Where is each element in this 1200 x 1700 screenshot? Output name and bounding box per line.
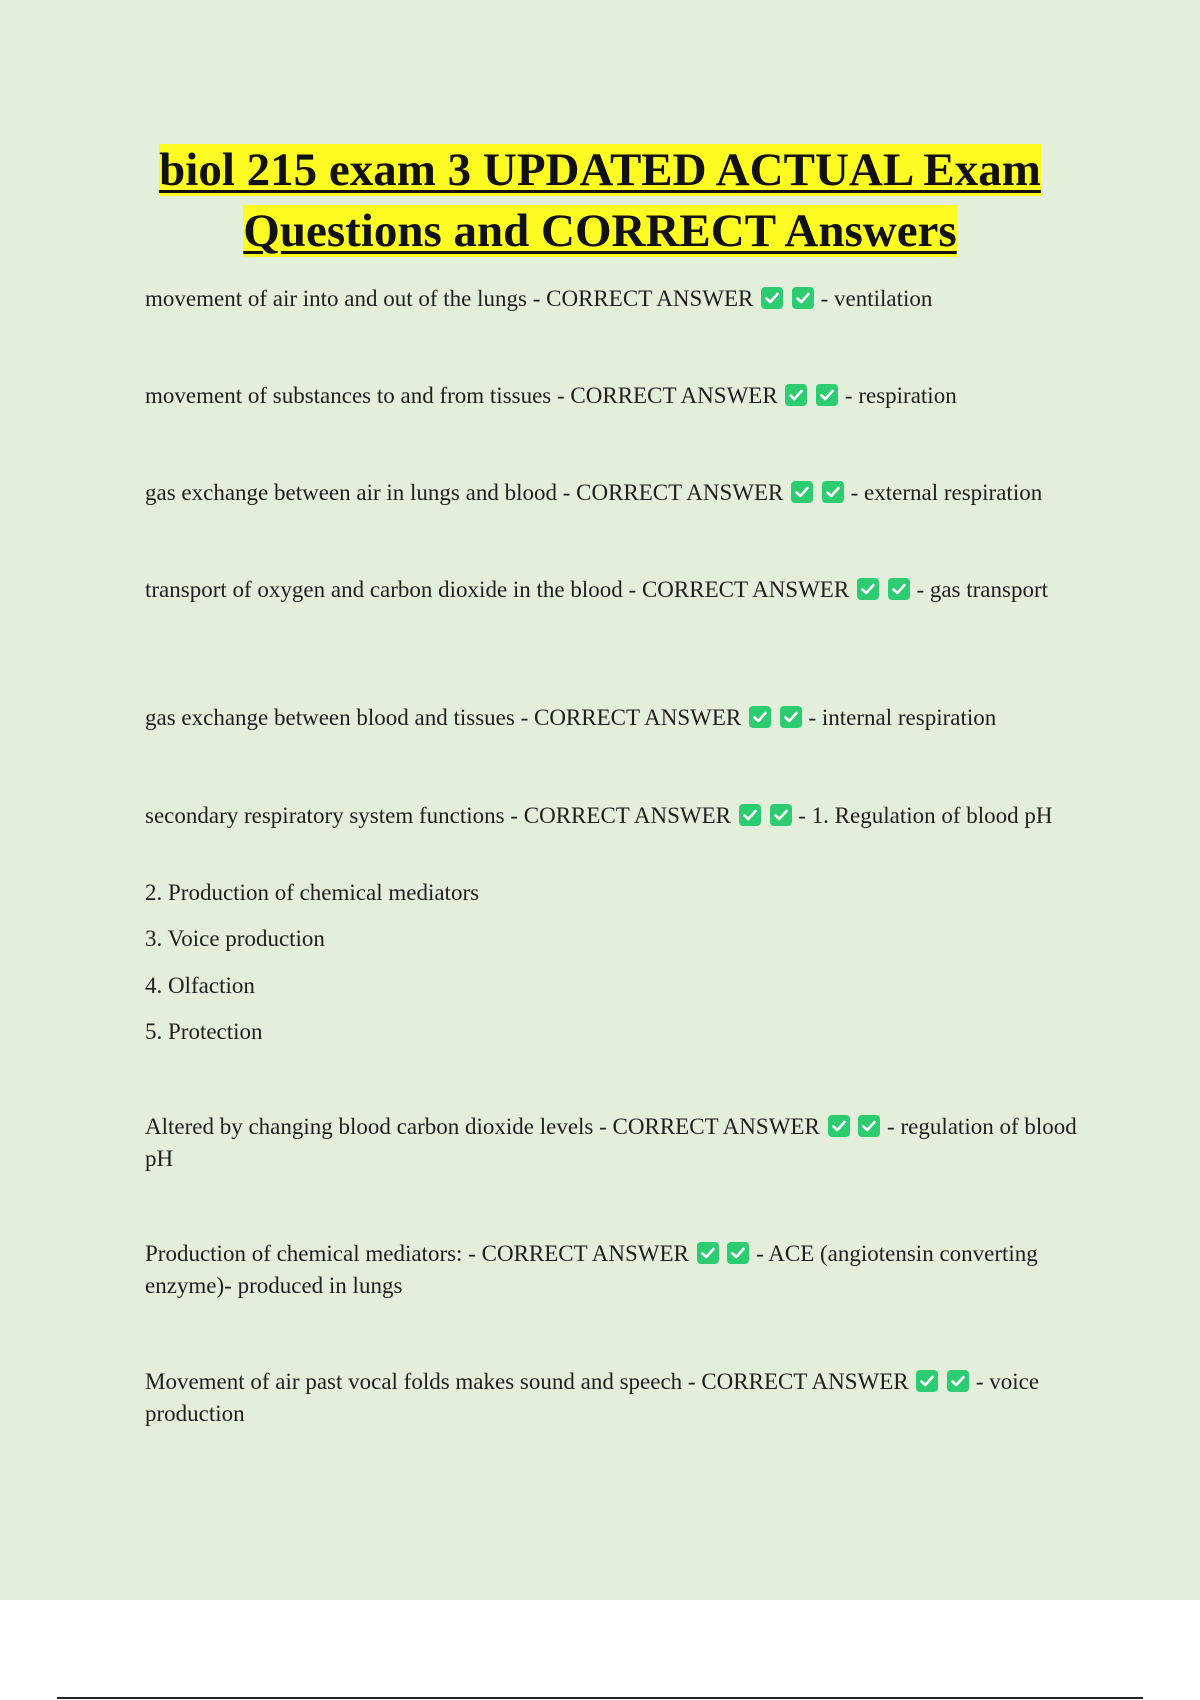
checkbox-icon — [749, 706, 771, 728]
qa-item — [145, 800, 1085, 832]
list-item: 2. Production of chemical mediators — [145, 880, 480, 905]
qa-item — [145, 380, 1085, 412]
checkbox-icon — [858, 1115, 880, 1137]
qa-item — [145, 477, 1085, 509]
checkbox-icon — [857, 578, 879, 600]
checkbox-icon — [947, 1370, 969, 1392]
answer-marker: - CORRECT ANSWER — [562, 480, 784, 505]
qa-item — [145, 283, 1085, 315]
question-text: gas exchange between air in lungs and blood — [145, 480, 557, 505]
footer-divider — [57, 1697, 1143, 1699]
list-item: 5. Protection — [145, 1019, 263, 1044]
title-line-2: Questions and CORRECT Answers — [243, 205, 957, 257]
question-text: transport of oxygen and carbon dioxide in the blood — [145, 577, 623, 602]
question-text: Altered by changing blood carbon dioxide levels — [145, 1114, 594, 1139]
answer-marker: - CORRECT ANSWER — [599, 1114, 820, 1139]
checkbox-icon — [739, 804, 761, 826]
answer-text: - respiration — [844, 383, 957, 408]
list-item: 3. Voice production — [145, 926, 325, 951]
checkbox-icon — [791, 481, 813, 503]
answer-marker: - CORRECT ANSWER — [687, 1369, 909, 1394]
question-text: gas exchange between blood and tissues — [145, 705, 515, 730]
checkbox-icon — [697, 1242, 719, 1264]
question-text: secondary respiratory system functions — [145, 803, 505, 828]
answer-text: - ventilation — [820, 286, 933, 311]
answer-marker: - CORRECT ANSWER — [468, 1241, 689, 1266]
answer-text: - internal respiration — [808, 705, 997, 730]
checkbox-icon — [780, 706, 802, 728]
answer-text: - voice production — [145, 1369, 1040, 1426]
qa-item — [145, 574, 1085, 606]
qa-item — [145, 1111, 1085, 1175]
answer-text: - external respiration — [850, 480, 1043, 505]
checkbox-icon — [816, 384, 838, 406]
qa-item — [145, 702, 1085, 734]
answer-marker: - CORRECT ANSWER — [628, 577, 850, 602]
answer-text: - gas transport — [916, 577, 1049, 602]
answer-marker: - CORRECT ANSWER — [557, 383, 778, 408]
checkbox-icon — [792, 287, 814, 309]
answer-marker: - CORRECT ANSWER — [520, 705, 742, 730]
answer-text: - 1. Regulation of blood pH — [798, 803, 1053, 828]
checkbox-icon — [828, 1115, 850, 1137]
checkbox-icon — [727, 1242, 749, 1264]
answer-marker: - CORRECT ANSWER — [532, 286, 754, 311]
list-item: 4. Olfaction — [145, 973, 255, 998]
checkbox-icon — [770, 804, 792, 826]
question-text: Movement of air past vocal folds makes sound and speech — [145, 1369, 683, 1394]
checkbox-icon — [822, 481, 844, 503]
document-title — [100, 140, 1100, 262]
qa-item — [145, 1238, 1085, 1302]
checkbox-icon — [785, 384, 807, 406]
title-line-1: biol 215 exam 3 UPDATED ACTUAL Exam — [159, 144, 1041, 196]
answer-marker: - CORRECT ANSWER — [510, 803, 732, 828]
qa-item — [145, 1366, 1085, 1430]
answer-text: - ACE (angiotensin converting enzyme)- produced in lungs — [145, 1241, 1038, 1298]
question-text: movement of substances to and from tissues — [145, 383, 552, 408]
checkbox-icon — [916, 1370, 938, 1392]
question-text: Production of chemical mediators: — [145, 1241, 463, 1266]
question-text: movement of air into and out of the lungs — [145, 286, 527, 311]
checkbox-icon — [888, 578, 910, 600]
checkbox-icon — [761, 287, 783, 309]
answer-text: - regulation of blood pH — [145, 1114, 1077, 1171]
